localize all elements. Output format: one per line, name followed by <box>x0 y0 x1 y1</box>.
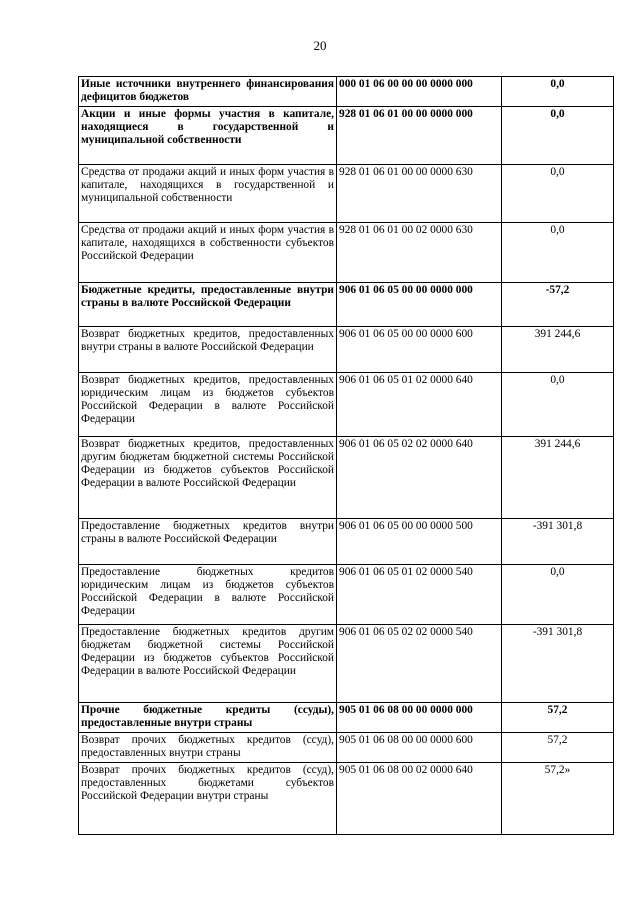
table-row <box>79 107 614 165</box>
table-row <box>79 733 614 763</box>
amount-cell: -391 301,8 <box>502 625 614 703</box>
table-body <box>79 77 614 835</box>
amount-cell: 391 244,6 <box>502 437 614 519</box>
amount-cell: 0,0 <box>502 77 614 107</box>
budget-code-cell: 906 01 06 05 00 00 0000 600 <box>337 327 502 373</box>
source-name-cell: Возврат бюджетных кредитов, предоставленных юридическим лицам из бюджетов субъектов Российской Федерации в валюте Российской Федерации <box>79 373 337 437</box>
source-name-cell: Бюджетные кредиты, предоставленные внутри страны в валюте Российской Федерации <box>79 283 337 327</box>
budget-code-cell: 905 01 06 08 00 00 0000 000 <box>337 703 502 733</box>
table-row <box>79 703 614 733</box>
budget-code-cell: 906 01 06 05 00 00 0000 500 <box>337 519 502 565</box>
amount-cell: 391 244,6 <box>502 327 614 373</box>
table-row <box>79 519 614 565</box>
budget-code-cell: 906 01 06 05 01 02 0000 540 <box>337 565 502 625</box>
budget-code-cell: 905 01 06 08 00 00 0000 600 <box>337 733 502 763</box>
source-name-cell: Возврат бюджетных кредитов, предоставленных внутри страны в валюте Российской Федерации <box>79 327 337 373</box>
table-row <box>79 165 614 223</box>
amount-cell: 0,0 <box>502 107 614 165</box>
budget-code-cell: 906 01 06 05 02 02 0000 640 <box>337 437 502 519</box>
budget-code-cell: 000 01 06 00 00 00 0000 000 <box>337 77 502 107</box>
amount-cell: 0,0 <box>502 223 614 283</box>
budget-code-cell: 906 01 06 05 00 00 0000 000 <box>337 283 502 327</box>
source-name-cell: Предоставление бюджетных кредитов внутри страны в валюте Российской Федерации <box>79 519 337 565</box>
source-name-cell: Акции и иные формы участия в капитале, находящиеся в государственной и муниципальной собственности <box>79 107 337 165</box>
table-row <box>79 283 614 327</box>
table-row <box>79 437 614 519</box>
amount-cell: 57,2» <box>502 763 614 835</box>
amount-cell: 57,2 <box>502 733 614 763</box>
source-name-cell: Возврат прочих бюджетных кредитов (ссуд), предоставленных внутри страны <box>79 733 337 763</box>
table-row <box>79 373 614 437</box>
page-number: 20 <box>313 38 327 53</box>
amount-cell: 0,0 <box>502 373 614 437</box>
amount-cell: 0,0 <box>502 165 614 223</box>
amount-cell: 57,2 <box>502 703 614 733</box>
table-row <box>79 625 614 703</box>
source-name-cell: Средства от продажи акций и иных форм участия в капитале, находящихся в государственной и муниципальной собственности <box>79 165 337 223</box>
budget-code-cell: 928 01 06 01 00 00 0000 000 <box>337 107 502 165</box>
source-name-cell: Возврат прочих бюджетных кредитов (ссуд), предоставленных бюджетами субъектов Российской Федерации внутри страны <box>79 763 337 835</box>
budget-code-cell: 906 01 06 05 02 02 0000 540 <box>337 625 502 703</box>
source-name-cell: Средства от продажи акций и иных форм участия в капитале, находящихся в собственности субъектов Российской Федерации <box>79 223 337 283</box>
budget-code-cell: 905 01 06 08 00 02 0000 640 <box>337 763 502 835</box>
table-row <box>79 327 614 373</box>
source-name-cell: Возврат бюджетных кредитов, предоставленных другим бюджетам бюджетной системы Российской Федерации из бюджетов субъектов Российской Федерации в валюте Российской Федерации <box>79 437 337 519</box>
table-row <box>79 763 614 835</box>
source-name-cell: Предоставление бюджетных кредитов юридическим лицам из бюджетов субъектов Российской Федерации в валюте Российской Федерации <box>79 565 337 625</box>
budget-code-cell: 928 01 06 01 00 00 0000 630 <box>337 165 502 223</box>
budget-sources-table <box>78 76 614 835</box>
budget-code-cell: 928 01 06 01 00 02 0000 630 <box>337 223 502 283</box>
source-name-cell: Предоставление бюджетных кредитов другим бюджетам бюджетной системы Российской Федерации из бюджетов субъектов Российской Федерации в валюте Российской Федерации <box>79 625 337 703</box>
amount-cell: -391 301,8 <box>502 519 614 565</box>
budget-code-cell: 906 01 06 05 01 02 0000 640 <box>337 373 502 437</box>
source-name-cell: Прочие бюджетные кредиты (ссуды), предоставленные внутри страны <box>79 703 337 733</box>
table-row <box>79 223 614 283</box>
table-row <box>79 565 614 625</box>
source-name-cell: Иные источники внутреннего финансирования дефицитов бюджетов <box>79 77 337 107</box>
table-row <box>79 77 614 107</box>
amount-cell: 0,0 <box>502 565 614 625</box>
amount-cell: -57,2 <box>502 283 614 327</box>
